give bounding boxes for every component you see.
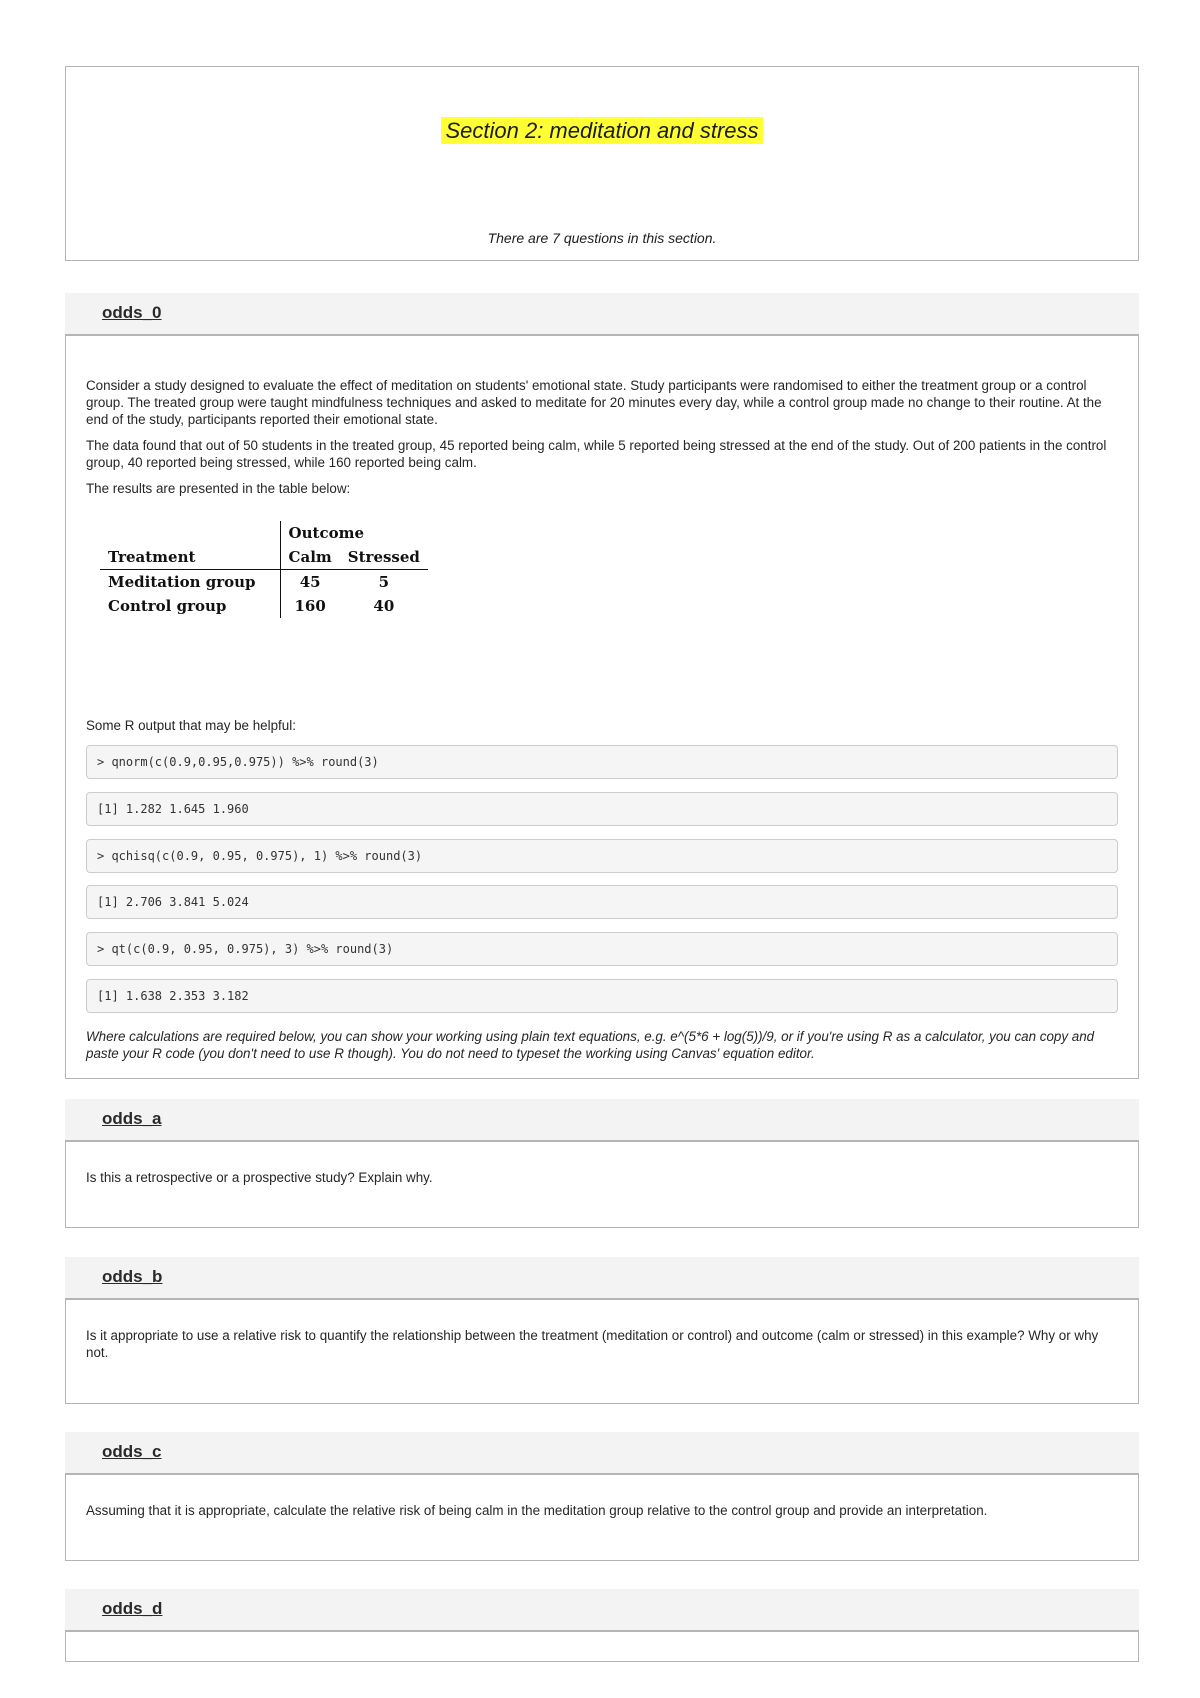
- question-body: [65, 1475, 1139, 1561]
- question-body: [65, 336, 1139, 1079]
- calm-header: Calm: [280, 545, 340, 570]
- question-header: [65, 293, 1139, 336]
- question-name: odds_c: [102, 1442, 162, 1461]
- question-text: Assuming that it is appropriate, calculate the relative risk of being calm in the meditation group relative to the control group and provide an interpretation.: [86, 1503, 988, 1518]
- question-header: [65, 1432, 1139, 1475]
- question-text: Is it appropriate to use a relative risk to quantify the relationship between the treatment (meditation or control) and outcome (calm or stressed) in this example? Why or why not.: [86, 1328, 1099, 1360]
- code-block: > qchisq(c(0.9, 0.95, 0.975), 1) %>% round(3): [86, 839, 1118, 873]
- outcome-header: Outcome: [288, 524, 365, 542]
- question-header: [65, 1589, 1139, 1632]
- working-instructions: Where calculations are required below, you can show your working using plain text equations, e.g. e^(5*6 + log(5))/9, or if you're using R as a calculator, you can copy and paste your R code (you don't need to use R though). You do not need to typeset the working using Canvas' equation editor.: [86, 1029, 1095, 1061]
- question-odds-a: [65, 1099, 1139, 1228]
- study-description: Consider a study designed to evaluate the effect of meditation on students' emotional state. Study participants were randomised to either the treatment group or a control group. The treated group were taught mindfulness techniques and asked to meditate for 20 minutes every day, while a control group made no change to their routine. At the end of the study, participants reported their emotional state.: [86, 378, 1102, 427]
- question-body: [65, 1300, 1139, 1404]
- table-row: Control group 160 40: [100, 594, 428, 618]
- code-output-block: [1] 2.706 3.841 5.024: [86, 885, 1118, 919]
- table-row: Meditation group 45 5: [100, 570, 428, 595]
- question-odds-d: [65, 1589, 1139, 1662]
- contingency-table: [100, 521, 428, 618]
- section-subtitle: There are 7 questions in this section.: [487, 230, 717, 246]
- code-output-block: [1] 1.282 1.645 1.960: [86, 792, 1118, 826]
- question-text: Is this a retrospective or a prospective study? Explain why.: [86, 1170, 433, 1185]
- question-odds-b: [65, 1257, 1139, 1404]
- question-odds-0: [65, 293, 1139, 1079]
- question-header: [65, 1099, 1139, 1142]
- section-title: Section 2: meditation and stress: [66, 118, 1138, 144]
- question-name: odds_b: [102, 1267, 163, 1286]
- question-odds-c: [65, 1432, 1139, 1561]
- question-body: [65, 1142, 1139, 1228]
- treatment-header: Treatment: [100, 545, 264, 570]
- question-name: odds_0: [102, 303, 162, 322]
- question-name: odds_d: [102, 1599, 163, 1618]
- r-output-label: Some R output that may be helpful:: [86, 718, 296, 733]
- study-data-description: The data found that out of 50 students in the treated group, 45 reported being calm, while 5 reported being stressed at the end of the study. Out of 200 patients in the control group, 40 reported being stressed, while 160 reported being calm.: [86, 438, 1107, 470]
- table-intro: The results are presented in the table below:: [86, 481, 351, 496]
- question-header: [65, 1257, 1139, 1300]
- code-block: > qnorm(c(0.9,0.95,0.975)) %>% round(3): [86, 745, 1118, 779]
- code-block: > qt(c(0.9, 0.95, 0.975), 3) %>% round(3): [86, 932, 1118, 966]
- stressed-header: Stressed: [340, 545, 428, 570]
- section-header-card: [65, 66, 1139, 261]
- code-output-block: [1] 1.638 2.353 3.182: [86, 979, 1118, 1013]
- question-body: [65, 1632, 1139, 1662]
- question-name: odds_a: [102, 1109, 162, 1128]
